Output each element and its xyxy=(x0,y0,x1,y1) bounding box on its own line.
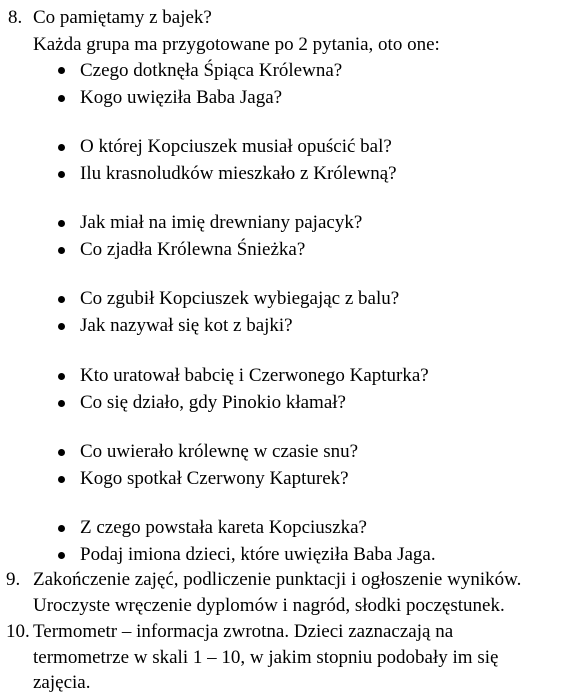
item-9-line: Zakończenie zajęć, podliczenie punktacji i ogłoszenie wyników. xyxy=(33,569,522,590)
bullet-icon xyxy=(58,323,65,330)
question-item: Co zjadła Królewna Śnieżka? xyxy=(80,239,306,260)
item-8-title: Co pamiętamy z bajek? xyxy=(33,7,212,28)
bullet-icon xyxy=(58,171,65,178)
item-10-number: 10. xyxy=(6,621,30,642)
bullet-icon xyxy=(58,373,65,380)
question-item: Czego dotknęła Śpiąca Królewna? xyxy=(80,60,343,81)
item-10-line: zajęcia. xyxy=(33,672,91,693)
item-8-intro: Każda grupa ma przygotowane po 2 pytania, oto one: xyxy=(33,34,440,55)
bullet-icon xyxy=(58,144,65,151)
bullet-icon xyxy=(58,476,65,483)
question-item: Kto uratował babcię i Czerwonego Kapturka? xyxy=(80,365,429,386)
question-item: Ilu krasnoludków mieszkało z Królewną? xyxy=(80,163,397,184)
bullet-icon xyxy=(58,552,65,559)
bullet-icon xyxy=(58,247,65,254)
item-8-number: 8. xyxy=(8,7,23,28)
bullet-icon xyxy=(58,67,65,74)
bullet-icon xyxy=(58,449,65,456)
question-item: Jak nazywał się kot z bajki? xyxy=(80,315,293,336)
question-item: Kogo uwięziła Baba Jaga? xyxy=(80,87,283,108)
question-item: Co zgubił Kopciuszek wybiegając z balu? xyxy=(80,288,400,309)
bullet-icon xyxy=(58,220,65,227)
bullet-icon xyxy=(58,95,65,102)
bullet-icon xyxy=(58,525,65,532)
item-10-line: termometrze w skali 1 – 10, w jakim stopniu podobały im się xyxy=(33,647,499,668)
question-item: Kogo spotkał Czerwony Kapturek? xyxy=(80,468,349,489)
question-item: Co się działo, gdy Pinokio kłamał? xyxy=(80,392,346,413)
item-9-line: Uroczyste wręczenie dyplomów i nagród, słodki poczęstunek. xyxy=(33,595,505,616)
question-item: Co uwierało królewnę w czasie snu? xyxy=(80,441,359,462)
question-item: Z czego powstała kareta Kopciuszka? xyxy=(80,517,367,538)
bullet-icon xyxy=(58,296,65,303)
question-item: O której Kopciuszek musiał opuścić bal? xyxy=(80,136,392,157)
bullet-icon xyxy=(58,400,65,407)
question-item: Jak miał na imię drewniany pajacyk? xyxy=(80,212,363,233)
item-9-number: 9. xyxy=(6,569,21,590)
question-item: Podaj imiona dzieci, które uwięziła Baba Jaga. xyxy=(80,544,436,565)
item-10-line: Termometr – informacja zwrotna. Dzieci zaznaczają na xyxy=(33,621,454,642)
